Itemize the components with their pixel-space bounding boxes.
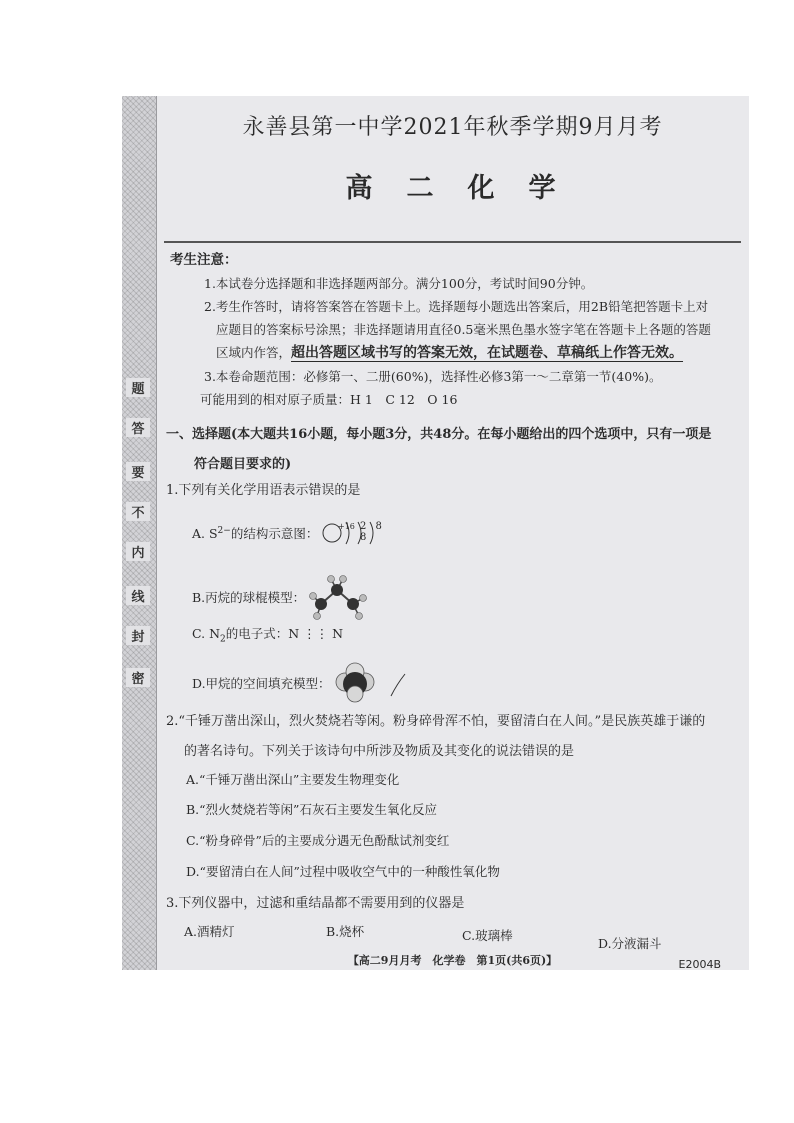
question-1-option-b	[192, 574, 369, 623]
paper-code: E2004B	[678, 958, 721, 970]
exam-title: 永善县第一中学2021年秋季学期9月月考	[242, 115, 663, 140]
margin-label: 封	[126, 626, 150, 645]
notice-heading: 考生注意：	[170, 252, 238, 268]
question-3-option-b: B.烧杯	[326, 924, 365, 939]
notice-item-2c	[170, 341, 740, 365]
option-d-text: D.甲烷的空间填充模型：	[192, 676, 331, 691]
question-3-option-d: D.分液漏斗	[598, 936, 662, 951]
question-2-option-d: D.“要留清白在人间”过程中吸收空气中的一种酸性氧化物	[186, 864, 500, 879]
option-c-prefix: C. N	[192, 626, 221, 641]
electron-shell-counts: 2 8 8	[360, 521, 385, 543]
notice-item-1: 1.本试卷分选择题和非选择题两部分。满分100分，考试时间90分钟。	[204, 276, 594, 291]
question-1-stem: 1.下列有关化学用语表示错误的是	[166, 483, 361, 498]
notice-item-2a: 2.考生作答时，请将答案答在答题卡上。选择题每小题选出答案后，用2B铅笔把答题卡上对	[204, 299, 709, 314]
notice-item-2c-emphasis: 超出答题区域书写的答案无效，在试题卷、草稿纸上作答无效。	[291, 345, 684, 361]
option-a-prefix: A. S	[192, 526, 218, 541]
question-3-option-a: A.酒精灯	[184, 924, 235, 939]
methane-space-filling-model	[335, 662, 411, 707]
question-3-stem: 3.下列仪器中，过滤和重结晶都不需要用到的仪器是	[166, 896, 465, 911]
section-line-1: 一、选择题(本大题共16小题，每小题3分，共48分。在每小题给出的四个选项中，只有一项是	[166, 427, 712, 442]
notice-item-3: 3.本卷命题范围：必修第一、二册(60%)，选择性必修3第一～二章第一节(40%)。	[204, 369, 662, 384]
question-3-option-c: C.玻璃棒	[462, 928, 513, 943]
notice-item-2b: 应题目的答案标号涂黑；非选择题请用直径0.5毫米黑色墨水签字笔在答题卡上各题的答题	[216, 322, 711, 337]
notice-block	[170, 249, 740, 411]
margin-label: 内	[126, 542, 150, 561]
margin-label: 题	[126, 378, 150, 397]
option-c-subscript: 2	[220, 634, 226, 645]
option-c-text: 的电子式：N ⋮⋮ N	[225, 626, 344, 641]
section-line-2: 符合题目要求的)	[194, 457, 292, 472]
margin-label: 密	[126, 668, 150, 687]
margin-label: 不	[126, 502, 150, 521]
question-1-option-d	[192, 662, 411, 707]
question-1-option-a	[192, 518, 392, 551]
notice-item-2c-prefix: 区域内作答，	[216, 345, 292, 360]
option-a-text: 的结构示意图：	[230, 526, 319, 541]
page-footer: 【高二9月月考 化学卷 第1页(共6页)】	[347, 954, 558, 967]
question-2-option-a: A.“千锤万凿出深山”主要发生物理变化	[186, 772, 400, 787]
question-2-option-b: B.“烈火焚烧若等闲”石灰石主要发生氧化反应	[186, 802, 437, 817]
propane-ball-stick-model	[309, 574, 369, 623]
seal-margin-strip	[122, 96, 157, 970]
question-2-option-c: C.“粉身碎骨”后的主要成分遇无色酚酞试剂变红	[186, 833, 450, 848]
question-1-option-c	[192, 624, 343, 645]
section-heading	[166, 420, 741, 480]
margin-label: 要	[126, 462, 150, 481]
margin-label: 答	[126, 418, 150, 437]
header-divider	[164, 241, 741, 243]
margin-label: 线	[126, 586, 150, 605]
option-a-charge: 2−	[217, 525, 231, 536]
nucleus-charge-label: +16	[338, 522, 355, 531]
question-2-stem-line-2: 的著名诗句。下列关于该诗句中所涉及物质及其变化的说法错误的是	[184, 744, 575, 759]
exam-page	[122, 96, 749, 970]
option-b-text: B.丙烷的球棍模型：	[192, 590, 306, 605]
exam-subject: 高二化学	[345, 173, 590, 204]
question-2-stem-line-1: 2.“千锤万凿出深山，烈火焚烧若等闲。粉身碎骨浑不怕，要留清白在人间。”是民族英雄于谦的	[166, 714, 706, 729]
atomic-mass-line: 可能用到的相对原子质量：H 1 C 12 O 16	[200, 392, 458, 407]
